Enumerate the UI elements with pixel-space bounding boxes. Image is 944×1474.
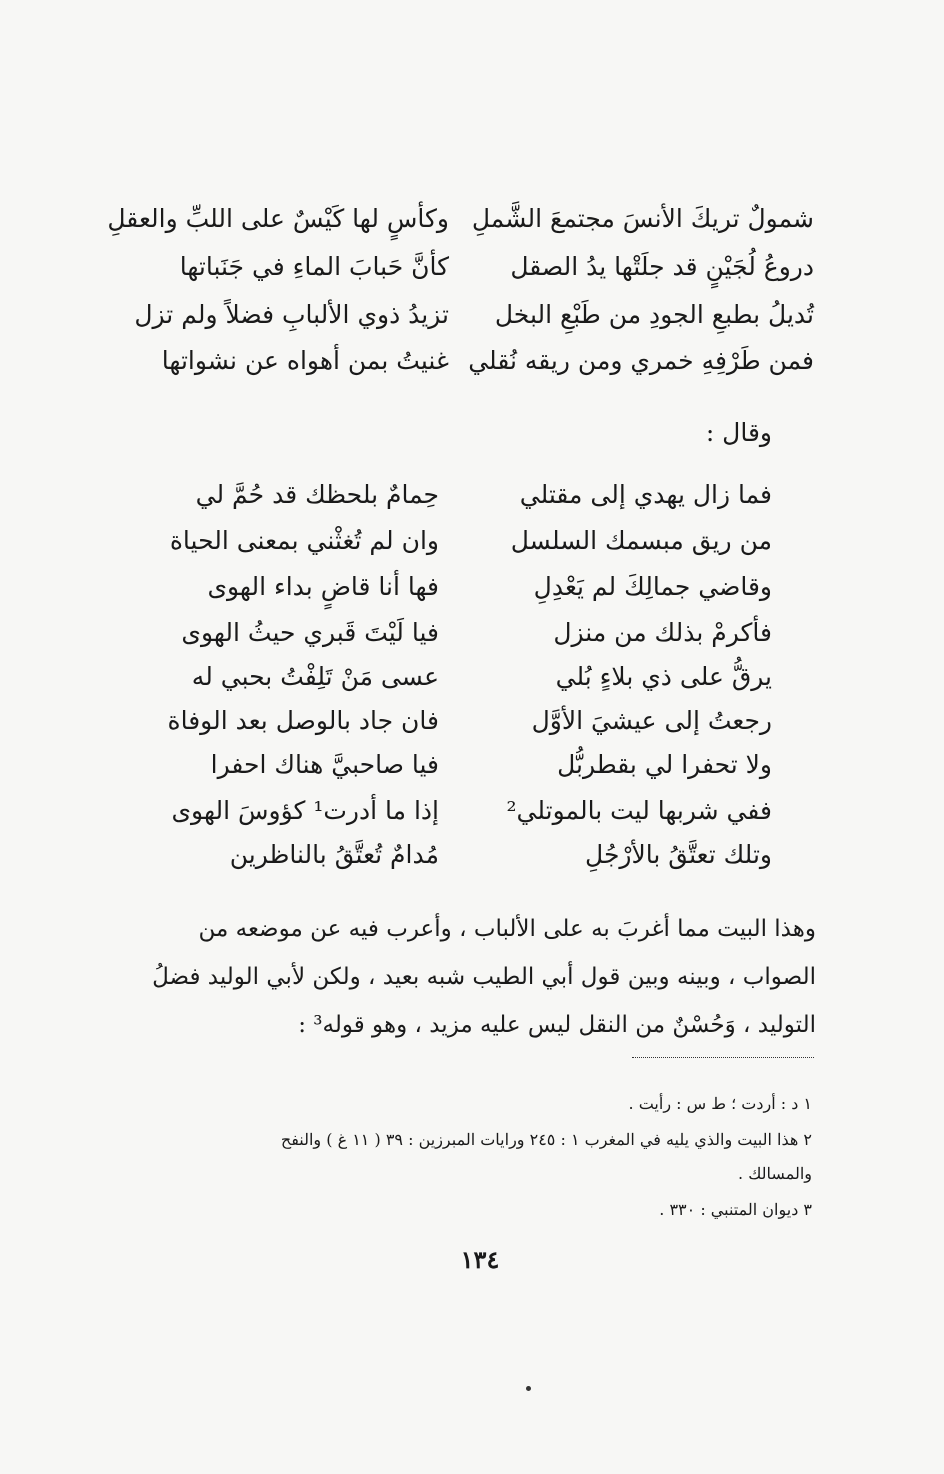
page-number: ١٣٤ [460,1245,500,1274]
footnote-1: ١ د : أردت ؛ ط س : رأيت . [628,1094,812,1113]
verse-first-hemistich: فان جاد بالوصل بعد الوفاة [167,706,439,735]
verse-first-hemistich: فيا لَيْتَ قَبري حيثُ الهوى [181,618,439,647]
verse-first-hemistich: كأنَّ حَبابَ الماءِ في جَنَباتها [179,252,449,281]
verse-second-hemistich: فما زال يهدي إلى مقتلي [519,480,772,509]
verse-first-hemistich: مُدامٌ تُعتَّقُ بالناظرين [229,840,439,869]
verse-first-hemistich: وكأسٍ لها كَيْسٌ على اللبِّ والعقلِ [107,204,449,233]
footnote-2: ٢ هذا البيت والذي يليه في المغرب ١ : ٢٤٥ ورايات المبرزين : ٣٩ ( ١١ غ ) والنفح [280,1130,812,1149]
verse-first-hemistich: فها أنا قاضٍ بداء الهوى [207,572,439,601]
ink-speck [526,1386,531,1391]
footnote-2-continuation: والمسالك . [738,1164,812,1183]
verse-first-hemistich: تزيدُ ذوي الألبابِ فضلاً ولم تزل [134,300,449,329]
prose-paragraph [126,905,816,1049]
verse-second-hemistich: دروعُ لُجَيْنٍ قد جلَتْها يدُ الصقل [510,252,814,281]
verse-second-hemistich: يرقُّ على ذي بلاءٍ بُلي [555,662,772,691]
section-heading: وقال : [705,418,772,447]
verse-first-hemistich: حِمامٌ بلحظك قد حُمَّ لي [195,480,439,509]
verse-second-hemistich: رجعتُ إلى عيشيَ الأوَّل [531,706,772,735]
verse-second-hemistich: فمن طَرْفِهِ خمري ومن ريقه نُقلي [468,346,814,375]
verse-first-hemistich: فيا صاحبيَّ هناك احفرا [210,750,439,779]
verse-first-hemistich: وان لم تُغثْني بمعنى الحياة [169,526,439,555]
prose-line: الصواب ، وبينه وبين قول أبي الطيب شبه بعيد ، ولكن لأبي الوليد فضلُ [152,964,816,990]
verse-second-hemistich: وتلك تعتَّقُ بالأرْجُلِ [585,840,772,869]
verse-second-hemistich: فأكرمْ بذلك من منزل [553,618,772,647]
verse-second-hemistich: من ريق مبسمك السلسل [510,526,772,555]
verse-second-hemistich: تُديلُ بطبعِ الجودِ من طَبْعِ البخل [494,300,814,329]
verse-second-hemistich: وقاضي جمالِكَ لم يَعْدِلِ [533,572,772,601]
verse-first-hemistich: إذا ما أدرت¹ كؤوسَ الهوى [171,796,439,825]
prose-line: التوليد ، وَحُسْنٌ من النقل ليس عليه مزيد ، وهو قوله³ : [298,1012,816,1038]
verse-first-hemistich: غنيتُ بمن أهواه عن نشواتها [161,346,449,375]
prose-line: وهذا البيت مما أغربَ به على الألباب ، وأعرب فيه عن موضعه من [198,916,816,942]
footnote-divider [632,1057,814,1058]
verse-first-hemistich: عسى مَنْ تَلِفْتُ بحبي له [191,662,439,691]
footnote-3: ٣ ديوان المتنبي : ٣٣٠ . [659,1200,812,1219]
verse-second-hemistich: شمولٌ تريكَ الأنسَ مجتمعَ الشَّملِ [471,204,814,233]
verse-second-hemistich: ففي شربها ليت بالموتلي² [506,796,772,825]
verse-second-hemistich: ولا تحفرا لي بقطربُّل [557,750,772,779]
